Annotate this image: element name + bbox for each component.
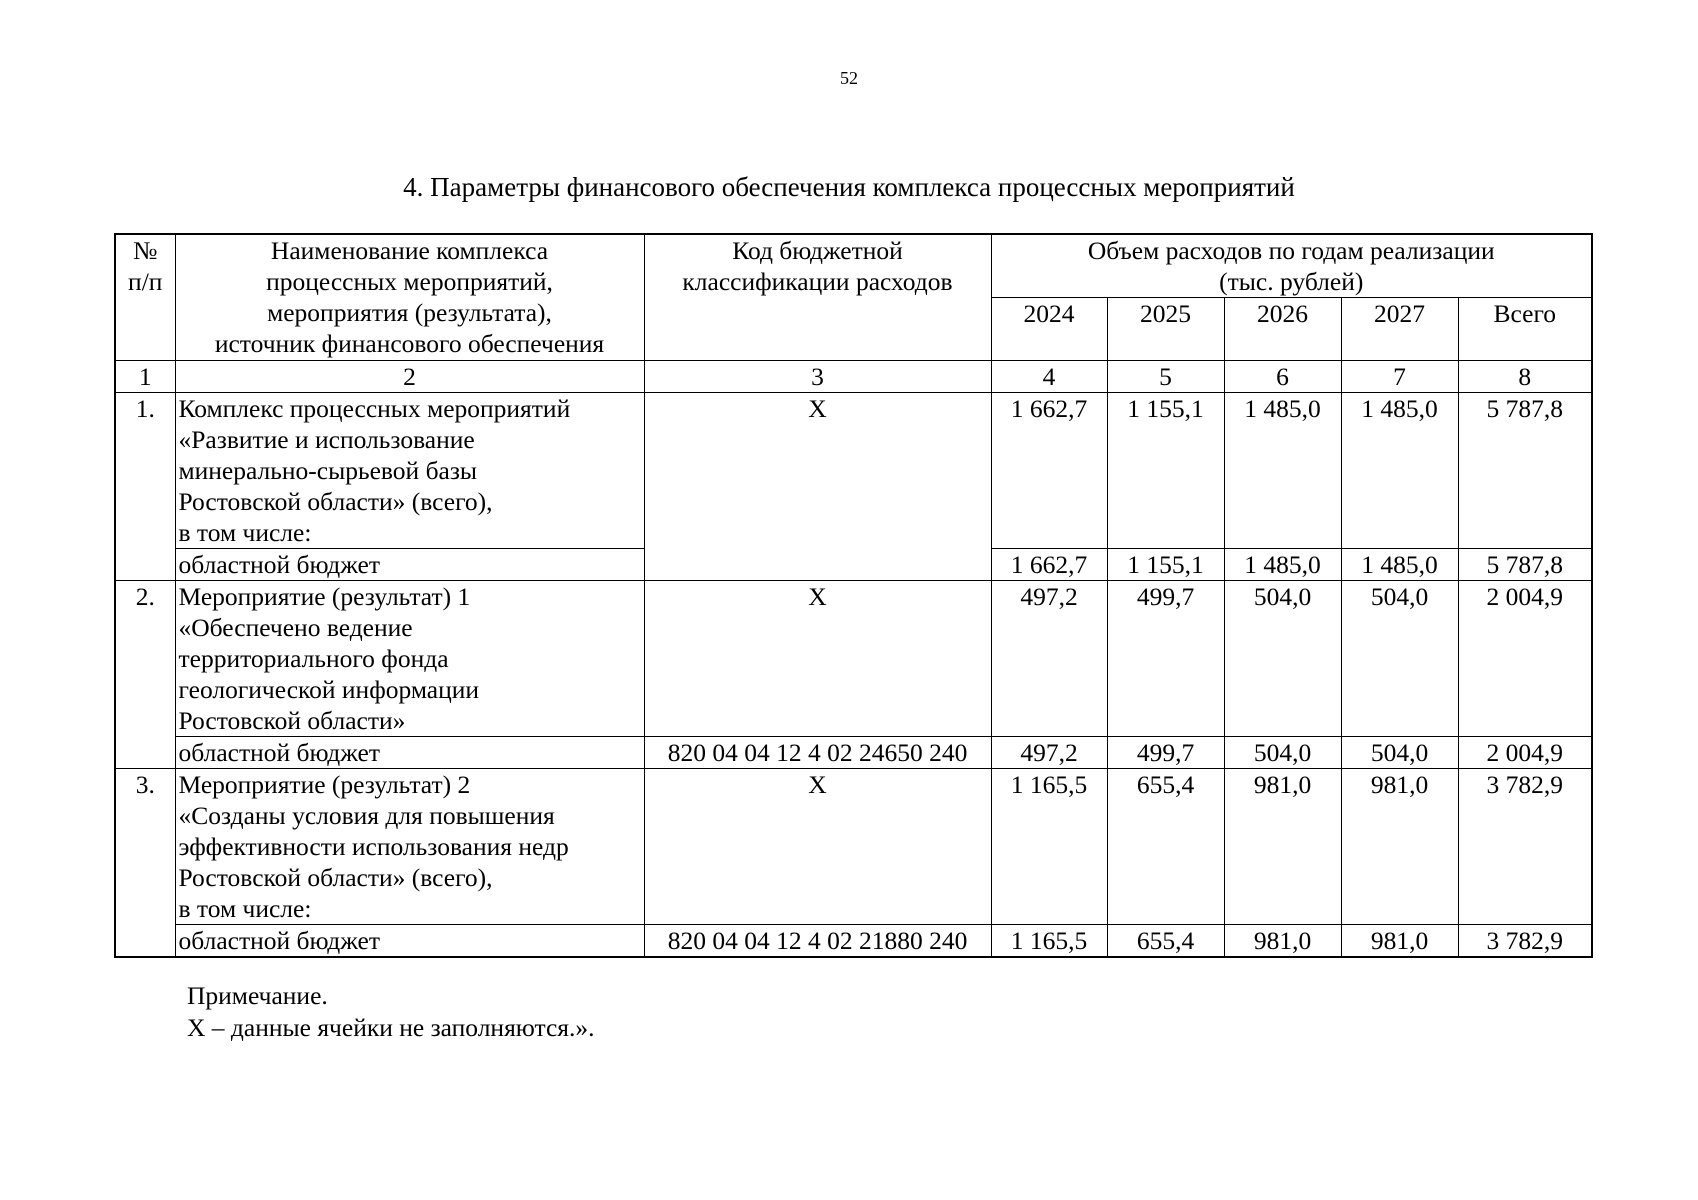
column-number: 4	[991, 361, 1107, 393]
value-cell: 1 165,5	[991, 925, 1107, 958]
column-number: 5	[1107, 361, 1224, 393]
header-year: 2024	[991, 298, 1107, 361]
row-name: Мероприятие (результат) 2 «Созданы условия для повышения эффективности использования недр Ростовской области» (всего), в том числе:	[175, 769, 644, 925]
value-cell: 1 155,1	[1107, 393, 1224, 549]
column-number: 6	[1224, 361, 1341, 393]
source-name: областной бюджет	[175, 737, 644, 769]
column-number: 3	[644, 361, 991, 393]
value-cell: 504,0	[1224, 737, 1341, 769]
value-cell: 981,0	[1224, 769, 1341, 925]
value-cell: 1 485,0	[1224, 393, 1341, 549]
total-cell: 2 004,9	[1458, 737, 1592, 769]
value-cell: 981,0	[1224, 925, 1341, 958]
budget-code: 820 04 04 12 4 02 21880 240	[644, 925, 991, 958]
row-code: X	[644, 581, 991, 737]
source-name: областной бюджет	[175, 925, 644, 958]
column-number: 7	[1341, 361, 1458, 393]
row-number: 3.	[115, 769, 175, 958]
column-number: 2	[175, 361, 644, 393]
source-name: областной бюджет	[175, 549, 644, 581]
value-cell: 497,2	[991, 581, 1107, 737]
value-cell: 504,0	[1341, 737, 1458, 769]
value-cell: 655,4	[1107, 769, 1224, 925]
note-heading: Примечание.	[187, 981, 328, 1010]
row-name: Комплекс процессных мероприятий «Развитие и использование минерально-сырьевой базы Ростовской области» (всего), в том числе:	[175, 393, 644, 549]
header-year: 2025	[1107, 298, 1224, 361]
header-year: 2026	[1224, 298, 1341, 361]
row-code: X	[644, 393, 991, 581]
table-row	[115, 581, 1592, 737]
budget-code: 820 04 04 12 4 02 24650 240	[644, 737, 991, 769]
row-number: 2.	[115, 581, 175, 769]
total-cell: 3 782,9	[1458, 769, 1592, 925]
notes	[187, 980, 595, 1044]
table-row	[115, 393, 1592, 549]
header-row	[115, 234, 1592, 298]
value-cell: 499,7	[1107, 581, 1224, 737]
value-cell: 497,2	[991, 737, 1107, 769]
total-cell: 5 787,8	[1458, 549, 1592, 581]
value-cell: 655,4	[1107, 925, 1224, 958]
total-cell: 2 004,9	[1458, 581, 1592, 737]
header-code: Код бюджетной классификации расходов	[644, 234, 991, 361]
total-cell: 5 787,8	[1458, 393, 1592, 549]
value-cell: 981,0	[1341, 769, 1458, 925]
value-cell: 504,0	[1341, 581, 1458, 737]
table-row	[115, 769, 1592, 925]
row-code: X	[644, 769, 991, 925]
column-number: 1	[115, 361, 175, 393]
value-cell: 1 662,7	[991, 393, 1107, 549]
header-name: Наименование комплекса процессных мероприятий, мероприятия (результата), источник финансового обеспечения	[175, 234, 644, 361]
value-cell: 1 485,0	[1224, 549, 1341, 581]
note-text: X – данные ячейки не заполняются.».	[187, 1013, 595, 1042]
table-subrow	[115, 925, 1592, 958]
value-cell: 981,0	[1341, 925, 1458, 958]
value-cell: 1 165,5	[991, 769, 1107, 925]
table-subrow	[115, 737, 1592, 769]
column-number-row	[115, 361, 1592, 393]
value-cell: 499,7	[1107, 737, 1224, 769]
header-volume: Объем расходов по годам реализации (тыс. рублей)	[991, 234, 1592, 298]
header-total: Всего	[1458, 298, 1592, 361]
header-num: № п/п	[115, 234, 175, 361]
header-year: 2027	[1341, 298, 1458, 361]
financing-table	[114, 233, 1593, 958]
document-title: 4. Параметры финансового обеспечения комплекса процессных мероприятий	[403, 172, 1295, 202]
value-cell: 1 155,1	[1107, 549, 1224, 581]
row-number: 1.	[115, 393, 175, 581]
value-cell: 1 662,7	[991, 549, 1107, 581]
total-cell: 3 782,9	[1458, 925, 1592, 958]
column-number: 8	[1458, 361, 1592, 393]
value-cell: 504,0	[1224, 581, 1341, 737]
value-cell: 1 485,0	[1341, 549, 1458, 581]
value-cell: 1 485,0	[1341, 393, 1458, 549]
row-name: Мероприятие (результат) 1 «Обеспечено ведение территориального фонда геологической информации Ростовской области»	[175, 581, 644, 737]
page-number: 52	[840, 68, 858, 88]
